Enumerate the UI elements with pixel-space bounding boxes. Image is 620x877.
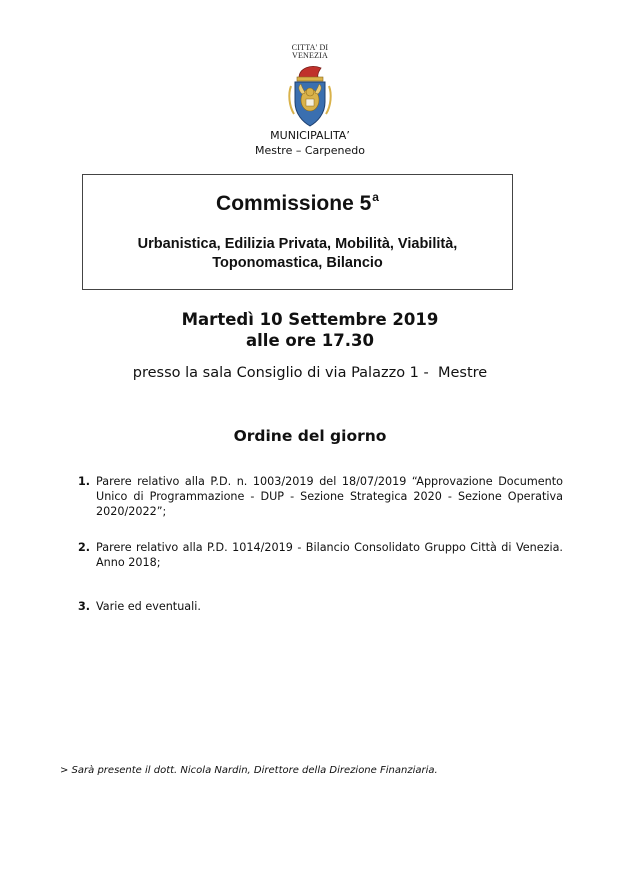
agenda-item-number: 3. (78, 600, 91, 613)
municipality-header (0, 128, 620, 158)
agenda-item-text: Parere relativo alla P.D. n. 1003/2019 del 18/07/2019 “Approvazione Documento Unico di Programmazione - DUP - Sezione Strategica 2020 - Sezione Operativa 2020/2022”; (96, 475, 563, 518)
agenda-item (78, 474, 563, 519)
footnote: > Sarà presente il dott. Nicola Nardin, Direttore della Direzione Finanziaria. (60, 765, 438, 776)
commission-box (82, 174, 513, 290)
agenda-item (78, 599, 563, 614)
commission-title (83, 190, 512, 216)
agenda-item-number: 2. (78, 541, 91, 554)
meeting-datetime (0, 309, 620, 351)
venice-coat-of-arms-icon (285, 62, 335, 128)
commission-subject-line1: Urbanistica, Edilizia Privata, Mobilità, Viabilità, (137, 236, 458, 252)
logo-city-line2: VENEZIA (291, 51, 329, 60)
city-logo (272, 44, 348, 128)
commission-ordinal: a (372, 190, 379, 204)
agenda-item-number: 1. (78, 475, 91, 488)
commission-subject-line2: Toponomastica, Bilancio (212, 255, 383, 271)
municipality-name: MUNICIPALITA’ (270, 129, 350, 142)
commission-subject (83, 235, 512, 273)
agenda-item (78, 540, 563, 570)
meeting-venue (0, 365, 620, 381)
agenda-item-text: Parere relativo alla P.D. 1014/2019 - Bilancio Consolidato Gruppo Città di Venezia. Anno 2018; (96, 541, 563, 569)
commission-title-text: Commissione 5 (216, 192, 372, 215)
agenda-item-text: Varie ed eventuali. (96, 600, 201, 613)
meeting-time: alle ore 17.30 (246, 331, 374, 350)
logo-city-line1: CITTA' DI (291, 43, 329, 52)
meeting-venue-text: presso la sala Consiglio di via Palazzo 1 - Mestre (132, 365, 488, 381)
district-name: Mestre – Carpenedo (255, 144, 365, 157)
agenda-title: Ordine del giorno (233, 427, 387, 445)
meeting-date: Martedì 10 Settembre 2019 (181, 310, 439, 329)
